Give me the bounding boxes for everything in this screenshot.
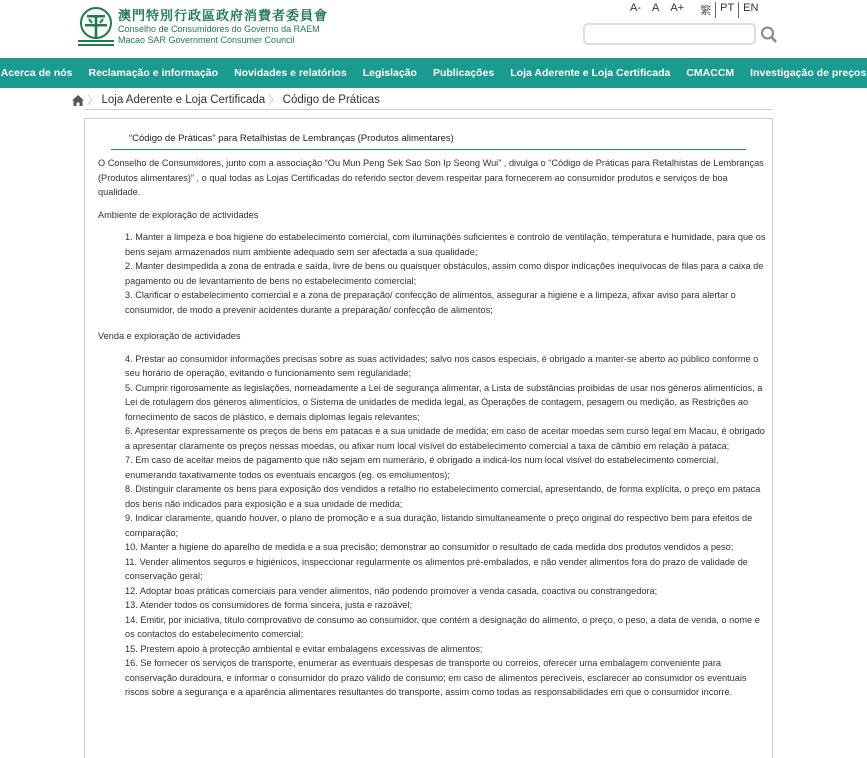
nav-item[interactable]: Loja Aderente e Loja Certificada — [510, 67, 671, 79]
list-item: 6. Apresentar expressamente os preços de bens em patacas e a sua unidade de medida; em caso de aceitar moedas sem curso legal em Macau, é obrigado a apresentar claramente os preços nessas moedas, ou afixar num local visível do estabelecimento comercial a taxa de câmbio em relação à pataca; — [125, 426, 765, 451]
list-item: 5. Cumprir rigorosamente as legislações, nomeadamente a Lei de segurança alimentar, a Lista de substâncias proibidas de usar nos géneros alimentícios, a Lei de rotulagem dos géneros alimentícios, o Sistema de unidades de medida legal, as Operações de contagem, pesagem ou medição, as Restrições ao fornecimento de sacos de plástico, e demais diplomas legais relevantes; — [125, 382, 763, 422]
lang-chinese-link[interactable]: 繁 — [700, 5, 712, 17]
site-header — [0, 0, 867, 58]
nav-item[interactable]: Publicações — [432, 67, 495, 79]
breadcrumb-loja-aderente[interactable]: Loja Aderente e Loja Certificada — [101, 94, 266, 106]
logo-text — [118, 9, 328, 46]
search-icon[interactable] — [760, 25, 778, 45]
logo-name-chinese: 澳門特別行政區政府消費者委員會 — [118, 9, 329, 24]
list-item: 11. Vender alimentos seguros e higiénicos, inspeccionar regularmente os alimentos pré-embalados, e não vender alimentos fora do prazo de validade de conservação geral; — [125, 556, 748, 581]
nav-item[interactable]: CMACCM — [686, 67, 735, 79]
council-logo[interactable] — [78, 6, 114, 46]
nav-item[interactable]: Acerca de nós — [0, 67, 73, 79]
list-item: 1. Manter a limpeza e boa higiene do estabelecimento comercial, com iluminações suficientes e controlo de ventilação, temperatura e humidade, para que os bens sejam armazenados num ambiente adequado sem ser afectada a sua qualidade; — [125, 232, 766, 257]
font-normal-button[interactable]: A — [652, 2, 660, 14]
list-item: 8. Distinguir claramente os bens para exposição dos vendidos a retalho no estabelecimento comercial, apresentando, de forma explícita, o preço em pataca dos bens não indicados para exposição e a sua unidade de medida; — [125, 484, 761, 509]
article-title: “Código de Práticas” para Retalhistas de Lembranças (Produtos alimentares) — [111, 133, 746, 150]
search-input[interactable] — [583, 23, 756, 45]
logo-name-portuguese: Conselho de Consumidores do Governo da RAEM — [118, 24, 320, 34]
list-item: 7. Em caso de aceitar meios de pagamento que não sejam em numerário, é obrigado a indicá-los num local visível do estabelecimento comercial, enumerando taxativamente todos os eventuais encargos (eg. os emolumentos); — [125, 455, 719, 480]
article-intro: O Conselho de Consumidores, junto com a associação “Ou Mun Peng Sek Sao Son Ip Seong Wui” , divulga o “Código de Práticas para Retalhistas de Lembranças (Produtos alimentares)” , o qual todas as Lojas Certificadas do referido sector devem respeitar para fornecerem ao consumidor produtos e serviços de boa qualidade. — [98, 158, 764, 197]
list-item: 9. Indicar claramente, quando houver, o plano de promoção e a sua duração, listando simultaneamente o preço original do respectivo bem para efeitos de comparação; — [125, 513, 753, 538]
breadcrumb-separator: 〉 — [87, 95, 99, 107]
nav-item[interactable]: Investigação de preços — [750, 67, 867, 79]
list-item: 13. Atender todos os consumidores de forma sincera, justa e razoável; — [125, 600, 413, 610]
article-content — [98, 156, 770, 712]
logo-name-english: Macao SAR Government Consumer Council — [118, 35, 295, 45]
breadcrumb-separator: 〉 — [268, 95, 280, 107]
font-larger-button[interactable]: A+ — [670, 2, 685, 14]
section-heading: Venda e exploração de actividades — [98, 331, 241, 341]
practice-list — [98, 230, 770, 317]
list-item: 10. Manter a higiene do aparelho de medida e a sua precisão; demonstrar ao consumidor o resultado de cada medida dos produtos vendidos a peso; — [125, 542, 734, 552]
list-item: 15. Prestem apoio à protecção ambiental e evitar embalagens excessivas de alimentos; — [125, 643, 483, 654]
list-item: 3. Clarificar o estabelecimento comercial e a zona de preparação/ confecção de alimentos, assegurar a higiene e a limpeza, afixar aviso para alertar o consumidor, de modo a prevenir acidentes durante a preparação/ confecção de alimentos; — [125, 290, 736, 315]
list-item: 4. Prestar ao consumidor informações precisas sobre as suas actividades; salvo nos casos especiais, é obrigado a manter-se aberto ao público conforme o seu horário de operação, evitando o funcionamento sem regularidade; — [125, 353, 759, 378]
nav-item[interactable]: Novidades e relatórios — [234, 67, 347, 79]
home-icon[interactable] — [72, 95, 84, 106]
font-and-language-controls — [630, 2, 762, 18]
font-smaller-button[interactable]: A- — [630, 2, 641, 14]
list-item: 16. Se fornecer os serviços de transporte, enumerar as eventuais despesas de transporte ou correios, oferecer uma embalagem conveniente para conservação duradoura, e informar o consumidor do prazo válido de consumo; em caso de alimentos perecíveis, esclarecer ao consumidor os eventuais riscos sobre a segurança e a aparência alimentares resultantes do transporte, assim como todas as responsabilidades em que o consumidor incorre. — [125, 658, 747, 697]
nav-item[interactable]: Reclamação e informação — [88, 67, 219, 79]
breadcrumb — [72, 92, 380, 108]
lang-english-link[interactable]: EN — [738, 2, 762, 18]
practice-list — [98, 352, 770, 700]
list-item: 2. Manter desimpedida a zona de entrada e saída, livre de bens ou quaisquer obstáculos, assim como dispor indicações inequívocas de filas para a caixa de pagamento ou de levantamento de bens no estabelecimento comercial; — [125, 261, 764, 286]
main-nav — [0, 58, 867, 88]
divider — [84, 109, 773, 110]
article-box — [84, 118, 773, 758]
breadcrumb-codigo-praticas: Código de Práticas — [282, 94, 380, 106]
list-item: 12. Adoptar boas práticas comerciais para vender alimentos, não podendo promover a venda casada, coactiva ou constrangedora; — [125, 585, 658, 596]
list-item: 14. Emitir, por iniciativa, título comprovativo de consumo ao consumidor, que contém a designação do alimento, o preço, o peso, a data de venda, o nome e os contactos do estabelecimento comercial; — [125, 614, 760, 639]
nav-item[interactable]: Legislação — [362, 67, 417, 79]
section-heading: Ambiente de exploração de actividades — [98, 209, 259, 220]
lang-portuguese-link[interactable]: PT — [715, 2, 738, 18]
